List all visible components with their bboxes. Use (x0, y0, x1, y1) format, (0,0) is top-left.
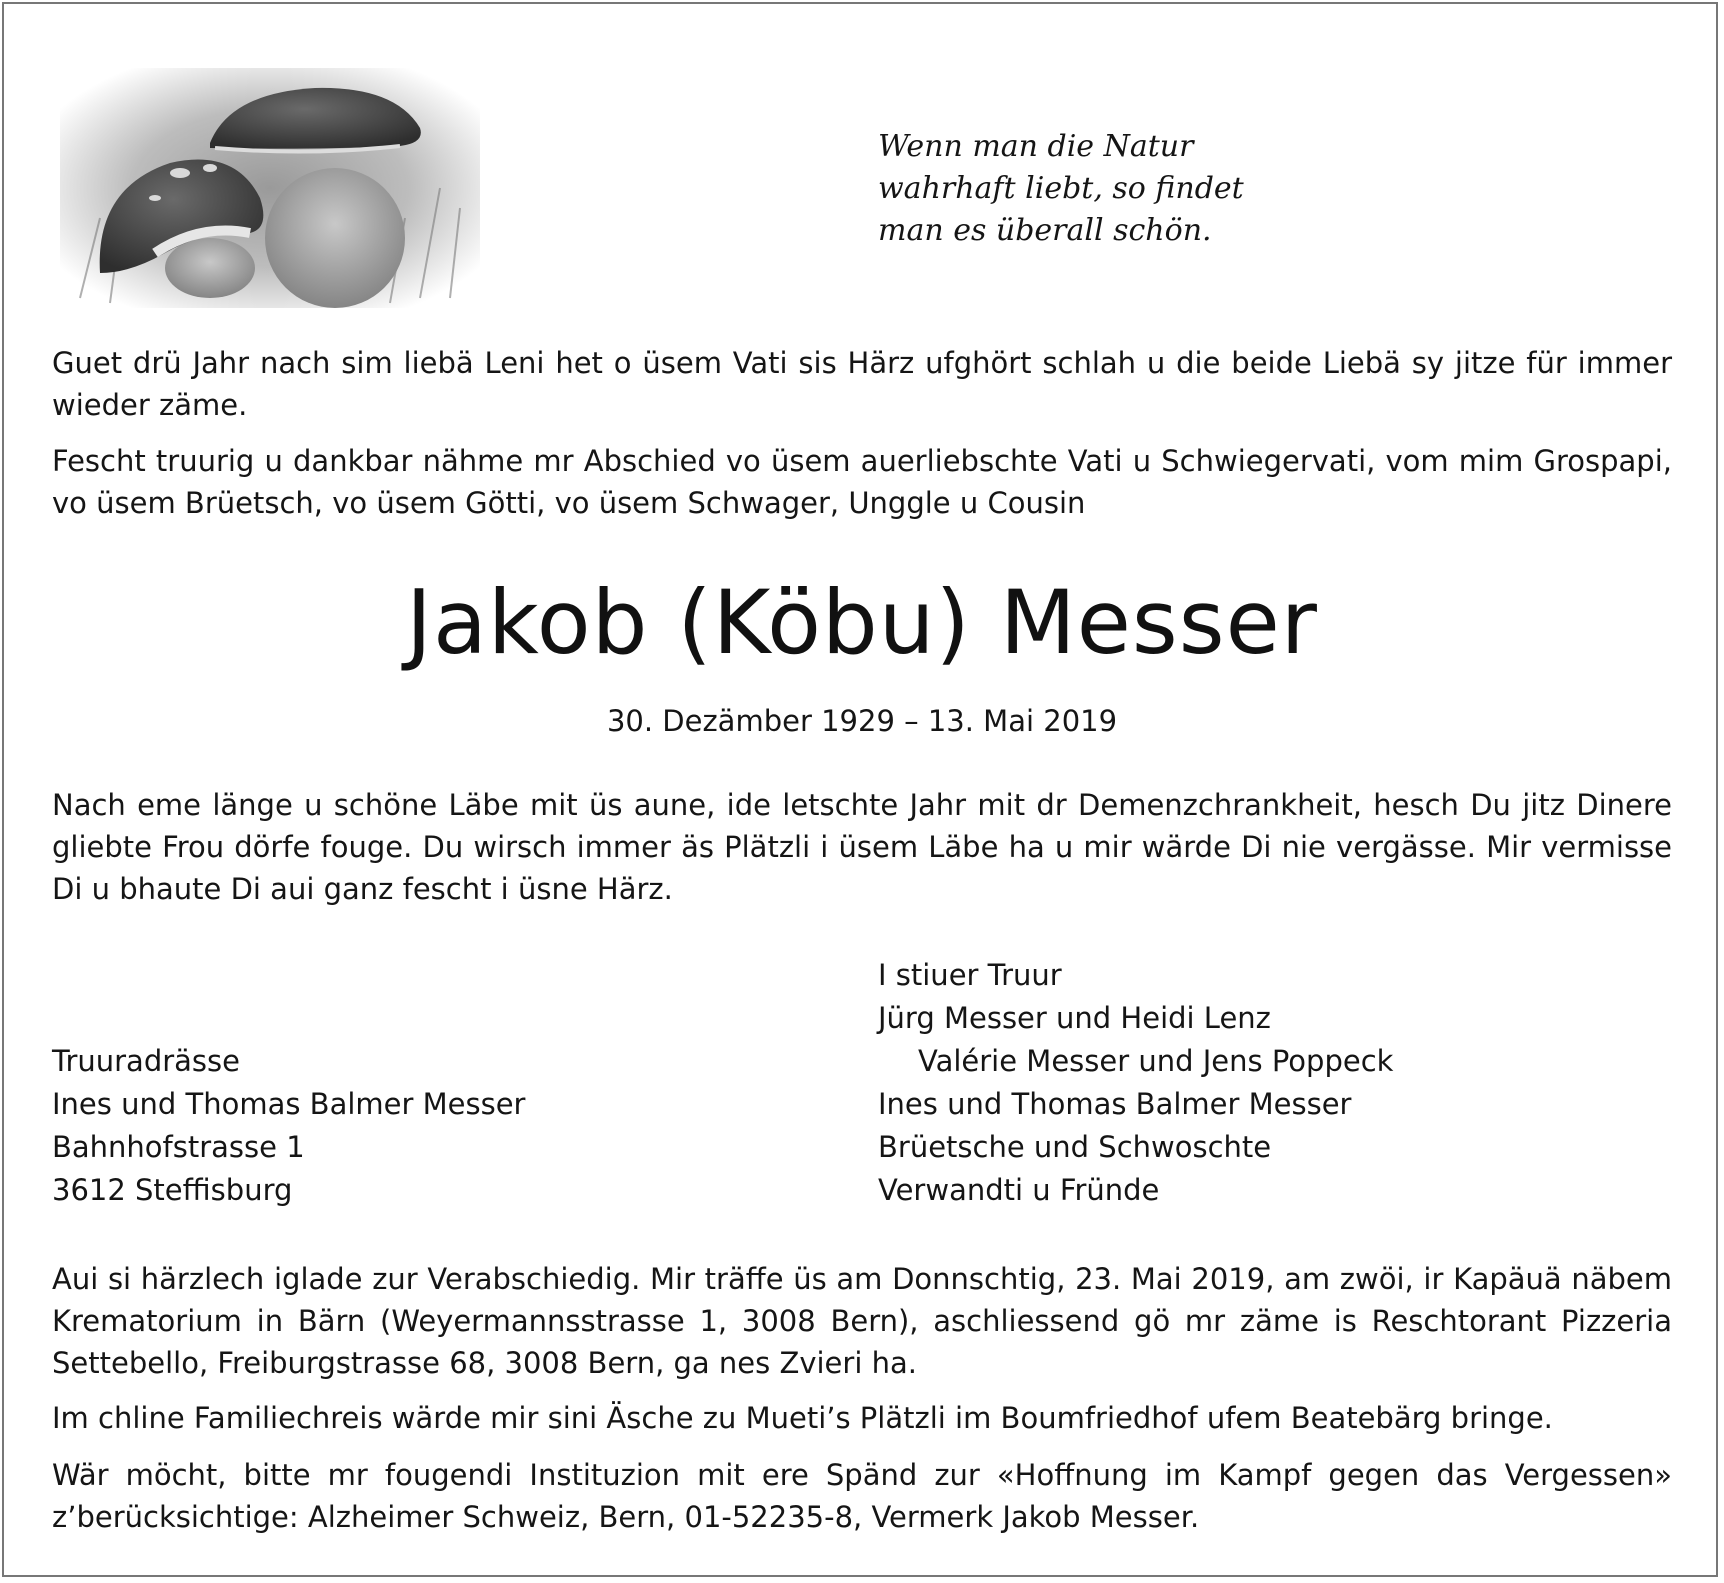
mourner-line: Valérie Messer und Jens Poppeck (918, 1044, 1394, 1078)
mourner-line: Brüetsche und Schwoschte (878, 1130, 1272, 1164)
donation-paragraph: Wär möcht, bitte mr fougendi Instituzion mit ere Spänd zur «Hoffnung im Kampf gegen das Vergessen» z’berücksichtige: Alzheimer Schweiz, Bern, 01-52235-8, Vermerk Jakob Messer. (52, 1458, 1672, 1534)
quote-line: man es überall schön. (878, 213, 1212, 248)
mourning-address (52, 1040, 525, 1212)
tribute-paragraph: Nach eme länge u schöne Läbe mit üs aune, ide letschte Jahr mit dr Demenzchrankheit, hesch Du jitz Dinere gliebte Frou dörfe fouge. Du wirsch immer äs Plätzli i üsem Läbe ha u mir wärde Di nie vergässe. Mir vermisse Di u bhaute Di aui ganz fescht i üsne Härz. (52, 788, 1672, 906)
mourner-line: Jürg Messer und Heidi Lenz (878, 1001, 1271, 1035)
address-street: Bahnhofstrasse 1 (52, 1130, 305, 1164)
quote (878, 126, 1438, 252)
quote-line: Wenn man die Natur (878, 129, 1194, 164)
intro-paragraph-2: Fescht truurig u dankbar nähme mr Abschied vo üsem auerliebschte Vati u Schwiegervati, vom mim Grospapi, vo üsem Brüetsch, vo üsem Götti, vo üsem Schwager, Unggle u Cousin (52, 444, 1672, 520)
intro-paragraph-1: Guet drü Jahr nach sim liebä Leni het o üsem Vati sis Härz ufghört schlah u die beide Liebä sy jitze für immer wieder zäme. (52, 346, 1672, 422)
life-dates: 30. Dezämber 1929 – 13. Mai 2019 (606, 704, 1118, 738)
mushroom-photo (60, 68, 480, 308)
address-label: Truuradrässe (52, 1044, 240, 1078)
address-name: Ines und Thomas Balmer Messer (52, 1087, 526, 1121)
quote-line: wahrhaft liebt, so findet (878, 171, 1244, 206)
deceased-name: Jakob (Köbu) Messer (406, 571, 1318, 674)
ceremony-paragraph: Aui si härzlech iglade zur Verabschiedig. Mir träffe üs am Donnschtig, 23. Mai 2019, am zwöi, ir Kapäuä näbem Krematorium in Bärn (Weyermannsstrasse 1, 3008 Bern), aschliessend gö mr zäme is Reschtorant Pizzeria Settebello, Freiburgstrasse 68, 3008 Bern, ga nes Zvieri ha. (52, 1262, 1672, 1380)
ashes-paragraph: Im chline Familiechreis wärde mir sini Äsche zu Mueti’s Plätzli im Boumfriedhof ufem Beatebärg bringe. (52, 1401, 1553, 1435)
mourners-list (878, 954, 1393, 1212)
address-city: 3612 Steffisburg (52, 1173, 293, 1207)
mourner-line: Ines und Thomas Balmer Messer (878, 1087, 1352, 1121)
mourners-heading: I stiuer Truur (878, 958, 1062, 992)
mourner-line: Verwandti u Fründe (878, 1173, 1160, 1207)
